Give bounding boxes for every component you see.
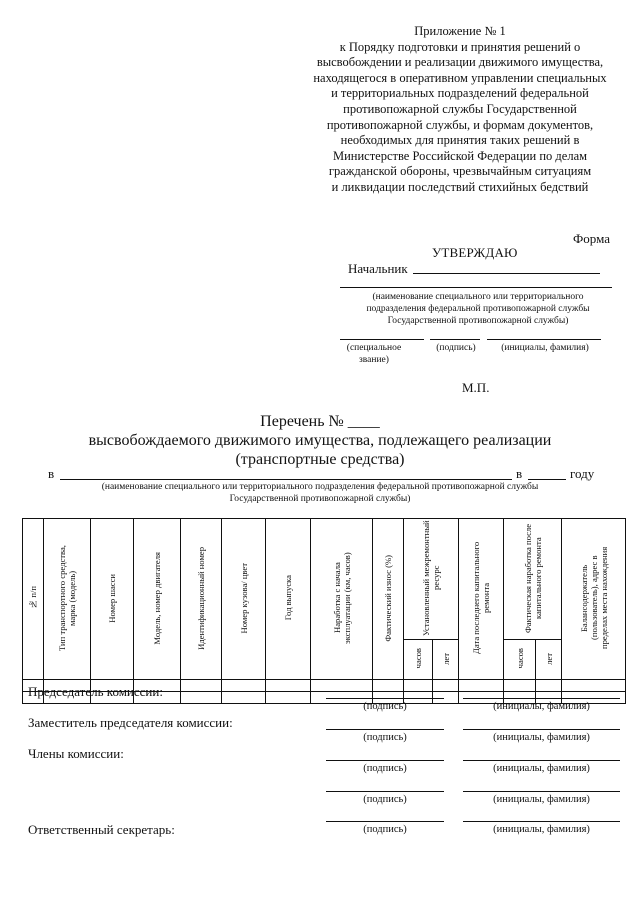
deputy-name-note: (инициалы, фамилия): [493, 732, 590, 743]
unit-note: (наименование специального или территориального подразделения федеральной противопожарной службы Государственной противопожарной службы): [366, 292, 590, 326]
member2-signature-note: (подпись): [363, 794, 407, 805]
chairman-name-note: (инициалы, фамилия): [493, 701, 590, 712]
deputy-signature-note: (подпись): [363, 732, 407, 743]
member1-signature-note: (подпись): [363, 763, 407, 774]
year-line: [528, 479, 566, 480]
appendix-line: необходимых для принятия таких решений в: [340, 133, 580, 148]
signature-line: [430, 339, 480, 340]
appendix-line: гражданской обороны, чрезвычайным ситуациям: [328, 164, 592, 179]
form-label: Форма: [573, 231, 610, 246]
vehicle-table: [22, 518, 626, 704]
chief-name-line: [413, 273, 600, 274]
name-note: (инициалы, фамилия): [501, 343, 589, 353]
member1-name-note: (инициалы, фамилия): [493, 763, 590, 774]
in-label: в: [48, 466, 55, 481]
sub-hours: часов: [404, 640, 433, 680]
list-subtitle: высвобождаемого движимого имущества, подлежащего реализации: [88, 432, 552, 449]
secretary-signature-note: (подпись): [363, 824, 407, 835]
appendix-line: высвобождении и реализации движимого имущества,: [316, 55, 604, 70]
appendix-line: и ликвидации последствий стихийных бедствий: [331, 179, 589, 194]
appendix-title: Приложение № 1: [414, 24, 506, 38]
header-after-repair: Фактическая наработка после капитального ремонта: [504, 519, 562, 640]
members-label: Члены комиссии:: [28, 746, 124, 761]
secretary-name-note: (инициалы, фамилия): [493, 824, 590, 835]
header-year: Год выпуска: [266, 519, 311, 680]
secretary-name-line: [463, 821, 620, 822]
list-category: (транспортные средства): [235, 451, 405, 468]
chairman-signature-line: [326, 698, 444, 699]
rank-line: [340, 339, 424, 340]
sub-years-2: лет: [536, 640, 562, 680]
rank-note: (специальное звание): [346, 343, 402, 365]
header-engine: Модель, номер двигателя: [134, 519, 181, 680]
secretary-signature-line: [326, 821, 444, 822]
header-mileage: Наработка с начала эксплуатации (км, часов): [311, 519, 373, 680]
header-last-repair: Дата последнего капитального ремонта: [459, 519, 504, 680]
appendix-line: к Порядку подготовки и принятия решений о: [339, 39, 581, 54]
signature-note: (подпись): [436, 343, 476, 353]
member2-name-line: [463, 791, 620, 792]
header-chassis: Номер шасси: [91, 519, 134, 680]
header-number: № п/п: [23, 519, 44, 680]
member1-name-line: [463, 760, 620, 761]
sub-years: лет: [433, 640, 459, 680]
header-resource: Установленный межремонтный ресурс: [404, 519, 459, 640]
sub-hours-2: часов: [504, 640, 536, 680]
organization-line: [60, 479, 512, 480]
approve-heading: УТВЕРЖДАЮ: [432, 245, 518, 260]
appendix-line: и территориальных подразделений федеральной: [331, 86, 589, 101]
member2-name-note: (инициалы, фамилия): [493, 794, 590, 805]
secretary-label: Ответственный секретарь:: [28, 822, 175, 837]
stamp-label: М.П.: [462, 380, 490, 395]
header-body: Номер кузова/ цвет: [222, 519, 266, 680]
in-label-2: в: [516, 466, 523, 481]
name-line: [487, 339, 601, 340]
chairman-signature-note: (подпись): [363, 701, 407, 712]
list-title: Перечень № ____: [260, 413, 380, 430]
unit-name-line: [340, 287, 612, 288]
deputy-label: Заместитель председателя комиссии:: [28, 715, 233, 730]
year-label: году: [570, 466, 595, 481]
appendix-line: Министерстве Российской Федерации по делам: [332, 148, 588, 163]
deputy-signature-line: [326, 729, 444, 730]
header-holder: Балансодержатель (пользователь), адрес в пределах места нахождения: [562, 519, 626, 680]
appendix-line: противопожарной службы Государственной: [343, 101, 577, 116]
chairman-name-line: [463, 698, 620, 699]
appendix-line: находящегося в оперативном управлении специальных: [313, 70, 607, 85]
chairman-label: Председатель комиссии:: [28, 684, 163, 699]
chief-label: Начальник: [348, 261, 408, 276]
appendix-header: [290, 24, 630, 196]
header-vin: Идентификационный номер: [181, 519, 222, 680]
deputy-name-line: [463, 729, 620, 730]
member2-signature-line: [326, 791, 444, 792]
member1-signature-line: [326, 760, 444, 761]
header-wear: Фактический износ (%): [373, 519, 404, 680]
organization-note: (наименование специального или территориального подразделения федеральной противопожарной службы Государственной противопожарной службы): [101, 482, 539, 504]
header-vehicle-type: Тип транспортного средства, марка (модель): [44, 519, 91, 680]
appendix-line: противопожарной службы, и формам документов,: [326, 117, 594, 132]
